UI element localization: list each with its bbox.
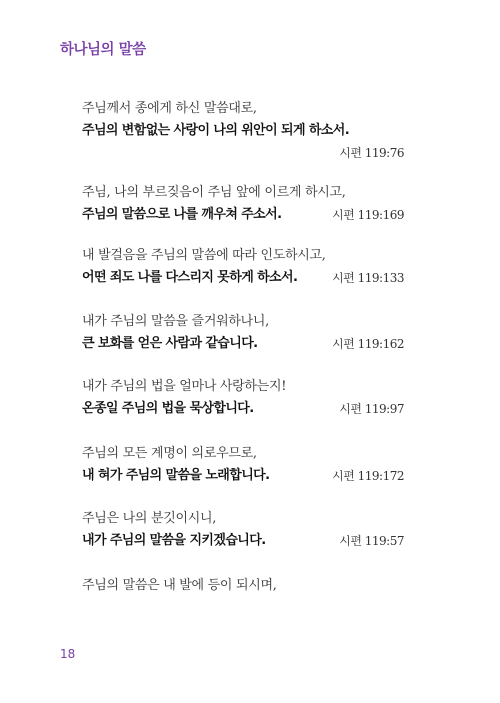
verse-line-1: 주님께서 종에게 하신 말씀대로, — [82, 101, 257, 116]
verse-line-1: 주님, 나의 부르짖음이 주님 앞에 이르게 하시고, — [82, 185, 346, 200]
verse-block — [82, 508, 404, 552]
verse-line-2: 주님의 변함없는 사랑이 나의 위안이 되게 하소서. — [82, 123, 350, 138]
verse-block — [82, 311, 404, 355]
verse-line-1: 내가 주님의 말씀을 즐거워하나니, — [82, 314, 269, 329]
verse-block — [82, 245, 404, 289]
verse-reference: 시편 119:57 — [339, 534, 404, 548]
verse-reference: 시편 119:133 — [332, 271, 404, 285]
verse-line-2: 내가 주님의 말씀을 지키겠습니다. — [82, 533, 266, 548]
verse-reference: 시편 119:76 — [339, 146, 404, 160]
verse-line-1: 내 발걸음을 주님의 말씀에 따라 인도하시고, — [82, 248, 326, 263]
verse-line-2: 큰 보화를 얻은 사람과 같습니다. — [82, 336, 258, 351]
verse-line-2: 어떤 죄도 나를 다스리지 못하게 하소서. — [82, 270, 298, 285]
verse-line-1: 주님의 말씀은 내 발에 등이 되시며, — [82, 578, 277, 593]
verse-line-1: 주님의 모든 계명이 의로우므로, — [82, 446, 257, 461]
verse-reference: 시편 119:97 — [339, 402, 404, 416]
page-number: 18 — [60, 647, 76, 661]
verse-line-1: 내가 주님의 법을 얼마나 사랑하는지! — [82, 379, 287, 394]
verse-block — [82, 98, 404, 164]
verse-block — [82, 575, 404, 597]
verse-block — [82, 182, 404, 226]
verse-block — [82, 376, 404, 420]
verse-reference: 시편 119:169 — [332, 208, 404, 222]
verse-line-2: 내 혀가 주님의 말씀을 노래합니다. — [82, 468, 270, 483]
section-title: 하나님의 말씀 — [60, 42, 146, 58]
verse-line-1: 주님은 나의 분깃이시니, — [82, 511, 217, 526]
verse-reference: 시편 119:162 — [332, 337, 404, 351]
verse-line-2: 주님의 말씀으로 나를 깨우쳐 주소서. — [82, 207, 282, 222]
verse-block — [82, 443, 404, 487]
verse-line-2: 온종일 주님의 법을 묵상합니다. — [82, 401, 254, 416]
verse-reference: 시편 119:172 — [332, 469, 404, 483]
